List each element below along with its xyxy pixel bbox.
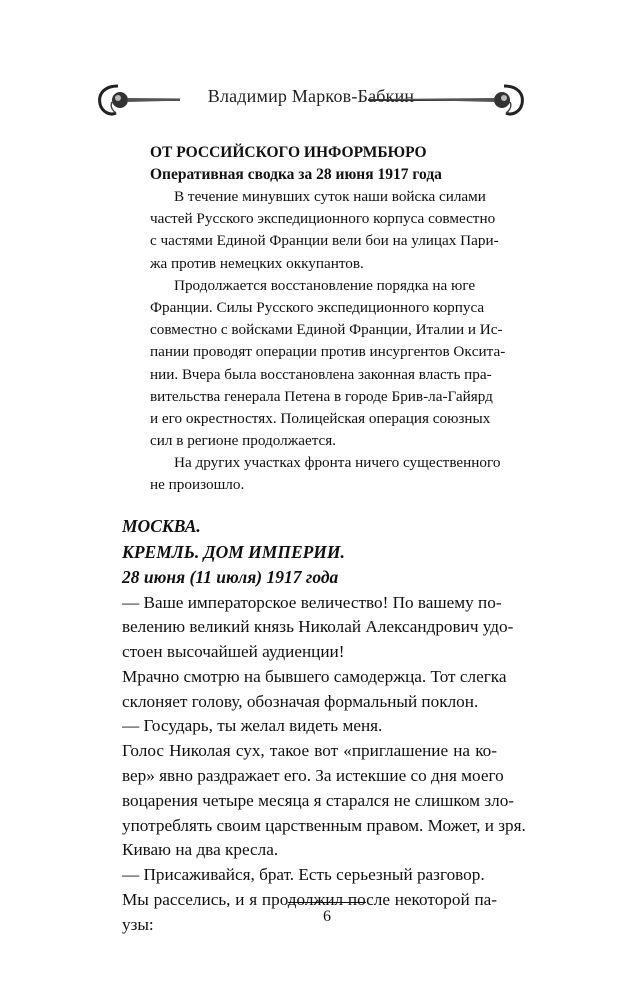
bulletin-line: и его окрестностях. Полицейская операция союзных (150, 409, 491, 427)
body-line: узы: (122, 914, 154, 934)
body-line: воцарения четыре месяца я старался не слишком зло- (122, 790, 515, 810)
body-line: склоняет голову, обозначая формальный поклон. (122, 691, 479, 711)
scene-heading-city: МОСКВА. (122, 516, 201, 536)
body-line: стоен высочайшей аудиенции! (122, 642, 345, 662)
bulletin-line: Франции. Силы Русского экспедиционного корпуса (150, 298, 485, 316)
body-line: Мрачно смотрю на бывшего самодержца. Тот слегка (122, 666, 507, 686)
bulletin-line: нии. Вчера была восстановлена законная власть пра- (150, 365, 492, 383)
bulletin-line: совместно с войсками Единой Франции, Италии и Ис- (150, 321, 503, 339)
bulletin-line: жа против немецких оккупантов. (150, 254, 364, 272)
bulletin-subtitle: Оперативная сводка за 28 июня 1917 года (150, 166, 442, 183)
bulletin-line: сил в регионе продолжается. (150, 432, 337, 450)
informburo-bulletin (150, 142, 506, 497)
body-line: Голос Николая сух, такое вот «приглашение на ко- (122, 741, 497, 761)
body-line: велению великий князь Николай Александрович удо- (122, 617, 514, 637)
bulletin-line: не произошло. (150, 476, 245, 494)
body-line: Мы расселись, и я продолжил после некоторой па- (122, 890, 497, 910)
page-number: 6 (323, 908, 331, 925)
footer-rule (288, 902, 366, 903)
body-line: — Государь, ты желал видеть меня. (122, 716, 383, 736)
scene-heading-place: КРЕМЛЬ. ДОМ ИМПЕРИИ. (122, 541, 345, 562)
scene-heading-date: 28 июня (11 июля) 1917 года (122, 567, 339, 587)
bulletin-line: Продолжается восстановление порядка на юге (174, 276, 476, 294)
page-header (0, 78, 619, 128)
bulletin-line: пании проводят операции против инсургентов Окcита- (150, 343, 506, 361)
scene-section (122, 514, 526, 938)
bulletin-title: ОТ РОССИЙСКОГО ИНФОРМБЮРО (150, 144, 427, 161)
body-line: вер» явно раздражает его. За истекшие со дня моего (122, 766, 504, 786)
bulletin-line: В течение минувших суток наши войска силами (174, 188, 486, 205)
bulletin-line: вительства генерала Петена в городе Брив-ла-Гайярд (150, 387, 493, 405)
body-line: — Присаживайся, брат. Есть серьезный разговор. (122, 865, 485, 885)
bulletin-line: На других участках фронта ничего существенного (174, 454, 501, 472)
body-line: — Ваше императорское величество! По вашему по- (122, 592, 502, 612)
running-head-author: Владимир Марков-Бабкин (180, 86, 442, 107)
right-header-ornament-icon (368, 80, 528, 120)
body-line: Киваю на два кресла. (122, 840, 279, 860)
bulletin-line: частей Русского экспедиционного корпуса совместно (150, 210, 496, 228)
body-line: употреблять своим царственным правом. Может, и зря. (122, 815, 526, 835)
bulletin-line: с частями Единой Франции вели бои на улицах Пари- (150, 232, 499, 250)
